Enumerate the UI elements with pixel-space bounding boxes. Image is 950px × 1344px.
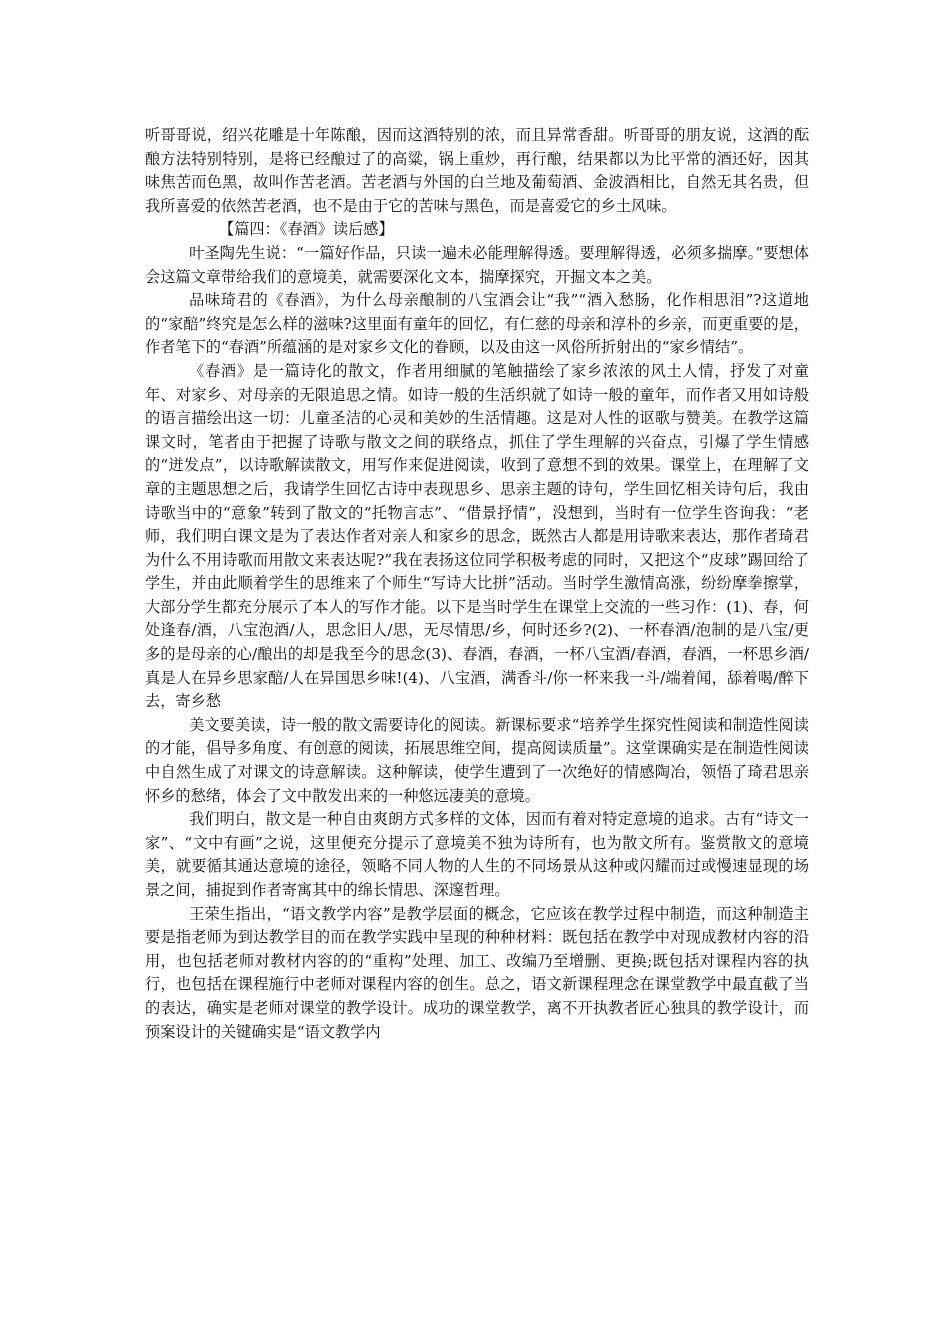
paragraph-quote: 叶圣陶先生说：“一篇好作品，只读一遍未必能理解得透。要理解得透，必须多揣摩。”要想体会这篇文章带给我们的意境美，就需要深化文本，揣摩探究，开掘文本之美。 xyxy=(145,243,809,286)
paragraph-essay: 《春酒》是一篇诗化的散文，作者用细腻的笔触描绘了家乡浓浓的风土人情，抒发了对童年、对家乡、对母亲的无限追思之情。如诗一般的生活织就了如诗一般的童年，而作者又用如诗般的语言描绘出这一切：儿童圣洁的心灵和美妙的生活情趣。这是对人性的讴歌与赞美。在教学这篇课文时，笔者由于把握了诗歌与散文之间的联络点，抓住了学生理解的兴奋点，引爆了学生情感的“迸发点”，以诗歌解读散文，用写作来促进阅读，收到了意想不到的效果。课堂上，在理解了文章的主题思想之后，我请学生回忆古诗中表现思乡、思亲主题的诗句，学生回忆相关诗句后，我由诗歌当中的“意象”转到了散文的“托物言志”、“借景抒情”，没想到，当时有一位学生咨询我：“老师，我们明白课文是为了表达作者对亲人和家乡的思念，既然古人都是用诗歌来表达，那作者琦君为什么不用诗歌而用散文来表达呢?”我在表扬这位同学积极考虑的同时，又把这个“皮球”踢回给了学生，并由此顺着学生的思维来了个师生“写诗大比拼”活动。当时学生激情高涨，纷纷摩拳擦掌，大部分学生都充分展示了本人的写作才能。以下是当时学生在课堂上交流的一些习作：(1)、春，何处逢春/酒，八宝泡酒/人，思念旧人/思，无尽情思/乡，何时还乡?(2)、一杯春酒/泡制的是八宝/更多的是母亲的心/酿出的却是我至今的思念(3)、春酒，春酒，一杯八宝酒/春酒，春酒，一杯思乡酒/真是人在异乡思家醅/人在异国思乡味!(4)、八宝酒，满香斗/你一杯来我一斗/端着闻，舔着喝/醉下去，寄乡愁 xyxy=(145,361,809,711)
paragraph-reading: 美文要美读，诗一般的散文需要诗化的阅读。新课标要求“培养学生探究性阅读和制造性阅读的才能，倡导多角度、有创意的阅读，拓展思维空间，提高阅读质量”。这堂课确实是在制造性阅读中自然生成了对课文的诗意解读。这种解读，使学生遭到了一次绝好的情感陶冶，领悟了琦君思亲怀乡的愁绪，体会了文中散发出来的一种悠远凄美的意境。 xyxy=(145,715,809,805)
paragraph-savor: 品味琦君的《春酒》，为什么母亲酿制的八宝酒会让“我”“酒入愁肠，化作相思泪”?这道地的“家醅”终究是怎么样的滋味?这里面有童年的回忆，有仁慈的母亲和淳朴的乡亲，而更重要的是，作者笔下的“春酒”所蕴涵的是对家乡文化的眷顾，以及由这一风俗所折射出的“家乡情结”。 xyxy=(145,291,809,357)
paragraph-intro: 听哥哥说，绍兴花雕是十年陈酿，因而这酒特别的浓，而且异常香甜。听哥哥的朋友说，这酒的酝酿方法特别特别，是将已经酿过了的高粱，锅上重炒，再行酿，结果都以为比平常的酒还好，因其味焦苦而色黑，故叫作苦老酒。苦老酒与外国的白兰地及葡萄酒、金波酒相比，自然无其名贵，但我所喜爱的依然苦老酒，也不是由于它的苦味与黑色，而是喜爱它的乡土风味。 xyxy=(145,126,809,215)
section-heading: 【篇四：《春酒》读后感】 xyxy=(219,220,394,239)
paragraph-teaching: 王荣生指出，“语文教学内容”是教学层面的概念，它应该在教学过程中制造，而这种制造主要是指老师为到达教学目的而在教学实践中呈现的种种材料：既包括在教学中对现成教材内容的沿用，也包括老师对教材内容的的“重构”处理、加工、改编乃至增删、更换;既包括对课程内容的执行，也包括在课程施行中老师对课程内容的创生。总之，语文新课程理念在课堂教学中最直截了当的表达，确实是老师对课堂的教学设计。成功的课堂教学，离不开执教者匠心独具的教学设计，而预案设计的关键确实是“语文教学内 xyxy=(145,904,809,1041)
document-body xyxy=(145,124,809,1044)
paragraph-prose: 我们明白，散文是一种自由爽朗方式多样的文体，因而有着对特定意境的追求。古有“诗文一家”、“文中有画”之说，这里便充分提示了意境美不独为诗所有，也为散文所有。鉴赏散文的意境美，就要循其通达意境的途径，领略不同人物的人生的不同场景从这种或闪耀而过或慢速显现的场景之间，捕捉到作者寄寓其中的绵长情思、深邃哲理。 xyxy=(145,810,809,899)
